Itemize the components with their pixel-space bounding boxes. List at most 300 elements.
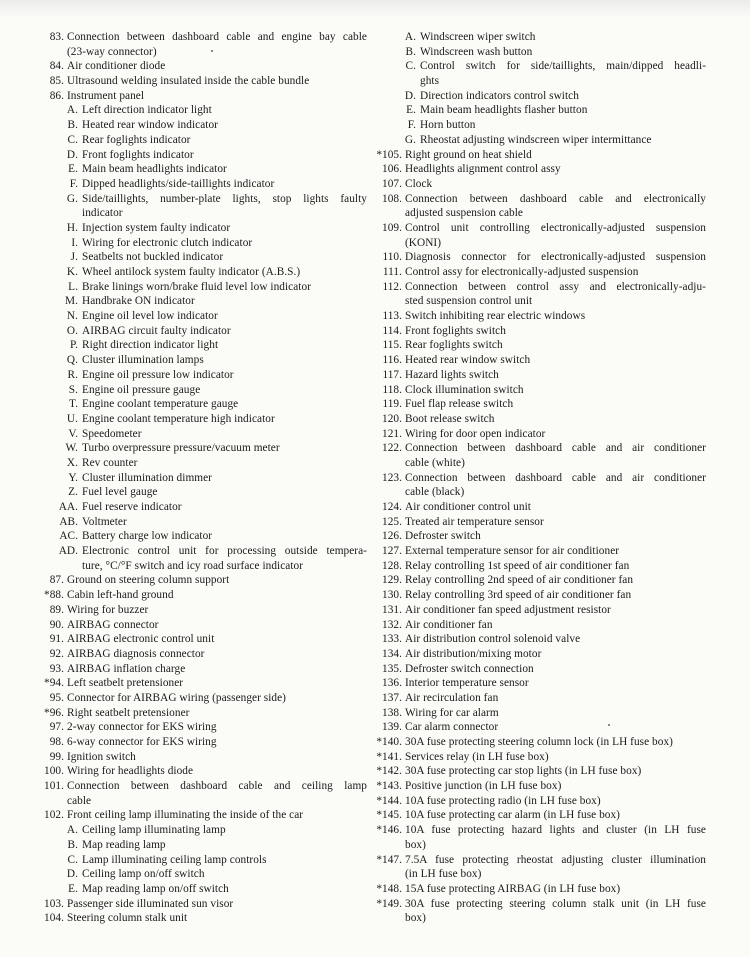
legend-subitem xyxy=(34,294,367,309)
item-number: 92. xyxy=(49,647,64,660)
item-description: (23-way connector) xyxy=(67,45,157,58)
item-number: *149. xyxy=(376,897,402,910)
item-number: 95. xyxy=(49,691,64,704)
item-description: Turbo overpressure pressure/vacuum meter xyxy=(82,442,280,455)
item-description: Lamp illuminating ceiling lamp controls xyxy=(82,853,267,866)
item-description: Fuel flap release switch xyxy=(405,398,514,411)
item-description: Connection between dashboard cable and air conditioner xyxy=(405,471,706,484)
item-number: A. xyxy=(66,824,78,837)
item-description: Ignition switch xyxy=(67,750,136,763)
legend-item xyxy=(34,706,367,721)
item-description: Defroster switch xyxy=(405,530,481,543)
legend-subitem xyxy=(372,30,706,45)
item-number: 115. xyxy=(382,339,402,352)
item-description: Engine coolant temperature high indicator xyxy=(82,412,275,425)
item-number: E. xyxy=(68,163,78,176)
item-description: Fuel level gauge xyxy=(82,486,158,499)
legend-item xyxy=(372,794,706,809)
item-number: V. xyxy=(68,427,78,440)
legend-subitem xyxy=(34,338,367,353)
legend-subitem xyxy=(34,559,367,574)
item-description: (KONI) xyxy=(405,236,442,249)
legend-subitem xyxy=(34,221,367,236)
legend-subitem xyxy=(34,162,367,177)
item-number: 134. xyxy=(382,647,402,660)
legend-item xyxy=(372,588,706,603)
legend-item xyxy=(372,559,706,574)
item-description: Air conditioner diode xyxy=(67,60,166,73)
item-description: Connection between dashboard cable and engine bay cable xyxy=(67,31,367,43)
item-description: Front foglights indicator xyxy=(82,148,194,161)
item-number: J. xyxy=(70,251,78,264)
item-number: *147. xyxy=(376,853,402,866)
legend-subitem xyxy=(34,867,367,882)
legend-item xyxy=(34,911,367,926)
legend-item xyxy=(34,897,367,912)
item-number: T. xyxy=(69,398,78,411)
item-number: G. xyxy=(404,133,416,146)
item-number: X. xyxy=(66,456,78,469)
item-description: AIRBAG circuit faulty indicator xyxy=(82,324,231,337)
item-description: Car alarm connector xyxy=(405,721,499,734)
item-number: 113. xyxy=(382,310,402,323)
item-description: 7.5A fuse protecting rheostat adjusting cluster illumination xyxy=(405,853,706,866)
item-number: 117. xyxy=(382,368,402,381)
item-description: AIRBAG diagnosis connector xyxy=(67,647,205,660)
legend-item xyxy=(34,632,367,647)
legend-item xyxy=(372,427,706,442)
item-description: box) xyxy=(405,912,426,925)
legend-item xyxy=(372,177,706,192)
legend-item xyxy=(34,647,367,662)
item-description: Air conditioner fan xyxy=(405,618,493,631)
legend-subitem xyxy=(372,59,706,74)
item-description: Instrument panel xyxy=(67,89,145,102)
item-number: *105. xyxy=(376,148,402,161)
item-number: 124. xyxy=(382,501,402,513)
item-number: 137. xyxy=(382,691,402,704)
item-number: D. xyxy=(66,148,78,161)
item-number: 127. xyxy=(382,545,402,558)
item-description: Wiring for electronic clutch indicator xyxy=(82,236,253,249)
item-number: 131. xyxy=(382,603,402,616)
item-number: 86. xyxy=(49,89,64,102)
item-description: Direction indicators control switch xyxy=(420,89,579,102)
item-number: P. xyxy=(70,339,78,352)
item-number: 119. xyxy=(382,398,402,411)
item-number: *143. xyxy=(376,780,402,793)
legend-subitem xyxy=(34,280,367,295)
item-description: Engine oil pressure low indicator xyxy=(82,368,234,381)
legend-item xyxy=(34,603,367,618)
legend-item xyxy=(34,808,367,823)
legend-item-continuation xyxy=(34,45,367,60)
legend-item xyxy=(372,618,706,633)
item-number: 89. xyxy=(49,603,64,616)
legend-subitem xyxy=(34,148,367,163)
item-description: Heated rear window indicator xyxy=(82,119,218,132)
item-description: Rear foglights switch xyxy=(405,339,503,352)
legend-item-continuation xyxy=(372,838,706,853)
legend-item xyxy=(372,662,706,677)
item-number: *145. xyxy=(376,809,402,822)
legend-item xyxy=(372,750,706,765)
legend-item xyxy=(372,647,706,662)
item-number: Z. xyxy=(68,486,78,499)
legend-item xyxy=(372,383,706,398)
item-description: Connection between dashboard cable and electronically xyxy=(405,192,706,205)
item-description: Right seatbelt pretensioner xyxy=(67,706,190,719)
item-number: B. xyxy=(405,45,416,58)
item-number: S. xyxy=(68,383,78,396)
legend-item xyxy=(372,324,706,339)
legend-subitem xyxy=(34,265,367,280)
item-number: *148. xyxy=(376,882,402,895)
item-number: 123. xyxy=(382,471,402,484)
legend-item xyxy=(372,250,706,265)
item-description: Wiring for buzzer xyxy=(67,603,149,616)
item-description: Connection between dashboard cable and ceiling lamp xyxy=(67,780,367,793)
item-description: Passenger side illuminated sun visor xyxy=(67,897,234,910)
item-description: Front ceiling lamp illuminating the inside of the car xyxy=(67,809,304,822)
legend-item xyxy=(34,89,367,104)
item-number: R. xyxy=(67,368,78,381)
legend-subitem xyxy=(34,853,367,868)
item-description: Relay controlling 3rd speed of air conditioner fan xyxy=(405,589,632,602)
item-description: Battery charge low indicator xyxy=(82,530,213,543)
legend-subitem xyxy=(34,353,367,368)
legend-subitem xyxy=(34,103,367,118)
item-description: Relay controlling 1st speed of air conditioner fan xyxy=(405,559,630,572)
item-description: Boot release switch xyxy=(405,412,495,425)
item-number: D. xyxy=(404,89,416,102)
item-description: Rear foglights indicator xyxy=(82,133,191,146)
item-description: Defroster switch connection xyxy=(405,662,534,675)
item-number: F. xyxy=(407,119,416,132)
item-description: Side/taillights, number-plate lights, stop lights faulty xyxy=(82,192,367,205)
item-description: cable xyxy=(67,794,92,807)
item-description: Connection between dashboard cable and air conditioner xyxy=(405,442,706,455)
item-number: 139. xyxy=(382,721,402,734)
item-description: 30A fuse protecting steering column lock (in LH fuse box) xyxy=(405,736,673,748)
legend-item xyxy=(34,30,367,45)
item-number: E. xyxy=(68,882,78,895)
item-number: 87. xyxy=(49,574,64,587)
legend-item xyxy=(372,691,706,706)
legend-item xyxy=(34,74,367,89)
item-description: Engine oil pressure gauge xyxy=(82,383,201,396)
item-number: U. xyxy=(66,412,78,425)
legend-item-continuation xyxy=(372,911,706,926)
legend-item xyxy=(34,720,367,735)
legend-item xyxy=(372,397,706,412)
legend-column-left xyxy=(34,30,367,926)
item-number: 130. xyxy=(382,589,402,602)
item-description: 15A fuse protecting AIRBAG (in LH fuse box) xyxy=(405,882,621,895)
item-description: Engine coolant temperature gauge xyxy=(82,398,239,411)
item-number: Q. xyxy=(66,354,78,367)
item-description: Headlights alignment control assy xyxy=(405,163,561,176)
item-description: Air recirculation fan xyxy=(405,691,499,704)
item-number: N. xyxy=(66,310,78,323)
item-description: Right direction indicator light xyxy=(82,339,219,352)
legend-subitem xyxy=(34,368,367,383)
item-number: 133. xyxy=(382,633,402,646)
item-number: L. xyxy=(68,280,78,293)
item-number: *96. xyxy=(44,706,64,719)
item-number: C. xyxy=(67,133,78,146)
item-description: 2-way connector for EKS wiring xyxy=(67,721,217,734)
item-description: AIRBAG inflation charge xyxy=(67,662,186,675)
item-description: Ground on steering column support xyxy=(67,574,230,587)
legend-item-continuation xyxy=(372,206,706,221)
legend-subitem xyxy=(34,309,367,324)
item-description: 10A fuse protecting car alarm (in LH fuse box) xyxy=(405,809,620,822)
item-number: AA. xyxy=(58,501,78,513)
legend-subitem xyxy=(34,427,367,442)
legend-item xyxy=(372,148,706,163)
item-description: Speedometer xyxy=(82,427,142,440)
item-description: (in LH fuse box) xyxy=(405,868,482,881)
legend-subitem xyxy=(34,397,367,412)
legend-item xyxy=(372,632,706,647)
item-number: 125. xyxy=(382,515,402,528)
legend-item xyxy=(372,573,706,588)
item-description: Clock xyxy=(405,177,433,190)
item-number: 93. xyxy=(49,662,64,675)
item-number: 110. xyxy=(382,251,402,264)
legend-subitem xyxy=(34,456,367,471)
item-number: 98. xyxy=(49,736,64,748)
legend-subitem xyxy=(34,324,367,339)
item-number: E. xyxy=(406,104,416,117)
legend-item xyxy=(372,823,706,838)
item-description: 10A fuse protecting radio (in LH fuse box) xyxy=(405,794,601,807)
legend-item xyxy=(372,515,706,530)
item-description: Connection between control assy and electronically-adju- xyxy=(405,280,706,293)
item-description: Steering column stalk unit xyxy=(67,912,188,925)
item-description: indicator xyxy=(82,207,123,220)
item-number: 109. xyxy=(382,221,402,234)
legend-item xyxy=(372,676,706,691)
item-description: Treated air temperature sensor xyxy=(405,515,544,528)
item-description: AIRBAG electronic control unit xyxy=(67,633,215,646)
legend-subitem xyxy=(34,500,367,515)
legend-item xyxy=(372,720,706,735)
item-description: box) xyxy=(405,838,426,851)
item-number: AC. xyxy=(59,530,78,543)
item-description: Air distribution/mixing motor xyxy=(405,647,542,660)
legend-item xyxy=(34,779,367,794)
item-number: Y. xyxy=(68,471,78,484)
item-description: Map reading lamp on/off switch xyxy=(82,882,229,895)
item-number: D. xyxy=(66,868,78,881)
item-number: A. xyxy=(404,31,416,43)
legend-item xyxy=(372,544,706,559)
item-number: F. xyxy=(69,177,78,190)
legend-subitem xyxy=(34,838,367,853)
legend-item xyxy=(34,662,367,677)
item-number: 128. xyxy=(382,559,402,572)
item-description: Relay controlling 2nd speed of air conditioner fan xyxy=(405,574,634,587)
legend-item xyxy=(34,676,367,691)
item-description: Left direction indicator light xyxy=(82,104,212,117)
item-description: Injection system faulty indicator xyxy=(82,221,231,234)
item-description: Clock illumination switch xyxy=(405,383,524,396)
legend-subitem xyxy=(372,118,706,133)
item-description: Interior temperature sensor xyxy=(405,677,529,690)
item-description: External temperature sensor for air conditioner xyxy=(405,545,620,558)
legend-item xyxy=(34,59,367,74)
item-number: B. xyxy=(67,119,78,132)
legend-item xyxy=(34,750,367,765)
item-description: Main beam headlights flasher button xyxy=(420,104,588,117)
legend-item xyxy=(372,779,706,794)
legend-item xyxy=(34,735,367,750)
item-description: Air conditioner fan speed adjustment resistor xyxy=(405,603,611,616)
item-description: Dipped headlights/side-taillights indicator xyxy=(82,177,275,190)
item-description: Horn button xyxy=(420,119,476,132)
item-description: Wiring for door open indicator xyxy=(405,427,546,440)
item-description: Switch inhibiting rear electric windows xyxy=(405,310,586,323)
item-description: 10A fuse protecting hazard lights and cluster (in LH fuse xyxy=(405,824,706,837)
item-number: K. xyxy=(66,266,78,278)
legend-item xyxy=(372,265,706,280)
item-description: Front foglights switch xyxy=(405,324,506,337)
item-number: H. xyxy=(66,221,78,234)
item-number: *141. xyxy=(376,750,402,763)
item-number: *146. xyxy=(376,824,402,837)
item-description: Seatbelts not buckled indicator xyxy=(82,251,224,264)
legend-subitem xyxy=(34,177,367,192)
item-number: 91. xyxy=(49,633,64,646)
legend-column-right xyxy=(372,30,706,926)
item-description: ture, °C/°F switch and icy road surface indicator xyxy=(82,559,304,572)
item-description: Hazard lights switch xyxy=(405,368,499,381)
item-description: Handbrake ON indicator xyxy=(82,295,195,308)
item-number: G. xyxy=(66,192,78,205)
item-description: cable (black) xyxy=(405,486,465,499)
item-number: 129. xyxy=(382,574,402,587)
item-description: Services relay (in LH fuse box) xyxy=(405,750,549,763)
item-description: Rheostat adjusting windscreen wiper intermittance xyxy=(420,133,652,146)
legend-subitem xyxy=(372,45,706,60)
item-description: Map reading lamp xyxy=(82,838,166,851)
item-number: B. xyxy=(67,838,78,851)
item-description: adjusted suspension cable xyxy=(405,207,523,220)
item-number: 112. xyxy=(382,280,402,293)
legend-subitem xyxy=(34,471,367,486)
item-number: W. xyxy=(65,442,78,455)
item-number: I. xyxy=(71,236,78,249)
legend-subitem xyxy=(34,485,367,500)
legend-subitem xyxy=(372,103,706,118)
legend-subitem xyxy=(34,250,367,265)
item-description: Air conditioner control unit xyxy=(405,501,531,513)
item-number: 108. xyxy=(382,192,402,205)
item-number: 83. xyxy=(49,31,64,43)
legend-item xyxy=(372,309,706,324)
legend-item xyxy=(372,441,706,456)
legend-item xyxy=(372,500,706,515)
item-description: Control switch for side/taillights, main/dipped headli- xyxy=(420,60,706,73)
item-number: 136. xyxy=(382,677,402,690)
legend-item xyxy=(34,573,367,588)
legend-item xyxy=(372,192,706,207)
legend-item-continuation xyxy=(372,294,706,309)
item-number: M. xyxy=(65,295,78,308)
item-description: 6-way connector for EKS wiring xyxy=(67,736,217,748)
item-number: 135. xyxy=(382,662,402,675)
item-number: 122. xyxy=(382,442,402,455)
legend-item xyxy=(372,412,706,427)
item-description: Fuel reserve indicator xyxy=(82,501,182,513)
item-description: Ceiling lamp illuminating lamp xyxy=(82,824,226,837)
item-description: 30A fuse protecting steering column stalk unit (in LH fuse xyxy=(405,897,706,910)
item-number: 97. xyxy=(49,721,64,734)
item-description: Connector for AIRBAG wiring (passenger side) xyxy=(67,691,286,704)
legend-item-continuation xyxy=(372,236,706,251)
item-description: Wiring for headlights diode xyxy=(67,765,194,778)
legend-subitem xyxy=(34,206,367,221)
legend-item-continuation xyxy=(372,456,706,471)
item-description: Ceiling lamp on/off switch xyxy=(82,868,205,881)
item-description: Positive junction (in LH fuse box) xyxy=(405,780,562,793)
legend-item xyxy=(34,588,367,603)
item-description: Main beam headlights indicator xyxy=(82,163,227,176)
item-number: 120. xyxy=(382,412,402,425)
legend-item xyxy=(372,853,706,868)
item-description: sted suspension control unit xyxy=(405,295,533,308)
item-description: Control assy for electronically-adjusted suspension xyxy=(405,266,639,278)
legend-item xyxy=(372,368,706,383)
legend-item xyxy=(34,764,367,779)
legend-item xyxy=(372,471,706,486)
item-number: 90. xyxy=(49,618,64,631)
legend-subitem xyxy=(372,89,706,104)
item-number: AB. xyxy=(59,515,78,528)
item-description: Engine oil level low indicator xyxy=(82,310,218,323)
item-description: Windscreen wiper switch xyxy=(420,31,536,43)
item-description: Right ground on heat shield xyxy=(405,148,532,161)
item-number: *140. xyxy=(376,736,402,748)
item-description: Rev counter xyxy=(82,456,138,469)
item-number: 116. xyxy=(382,354,402,367)
item-description: Wheel antilock system faulty indicator (A.B.S.) xyxy=(82,266,301,278)
legend-subitem xyxy=(34,882,367,897)
legend-item xyxy=(372,735,706,750)
legend-item-continuation xyxy=(372,867,706,882)
item-description: cable (white) xyxy=(405,456,465,469)
legend-item xyxy=(372,221,706,236)
item-description: Left seatbelt pretensioner xyxy=(67,677,184,690)
item-number: 100. xyxy=(44,765,64,778)
legend-subitem xyxy=(372,133,706,148)
legend-subitem xyxy=(372,74,706,89)
item-number: 114. xyxy=(382,324,402,337)
item-number: 121. xyxy=(382,427,402,440)
item-number: 107. xyxy=(382,177,402,190)
item-number: 106. xyxy=(382,163,402,176)
item-number: 101. xyxy=(44,780,64,793)
item-description: Brake linings worn/brake fluid level low indicator xyxy=(82,280,312,293)
item-description: 30A fuse protecting car stop lights (in LH fuse box) xyxy=(405,765,642,778)
item-number: 132. xyxy=(382,618,402,631)
item-number: A. xyxy=(66,104,78,117)
item-number: 84. xyxy=(49,60,64,73)
item-description: ghts xyxy=(420,75,440,88)
item-number: 104. xyxy=(44,912,64,925)
